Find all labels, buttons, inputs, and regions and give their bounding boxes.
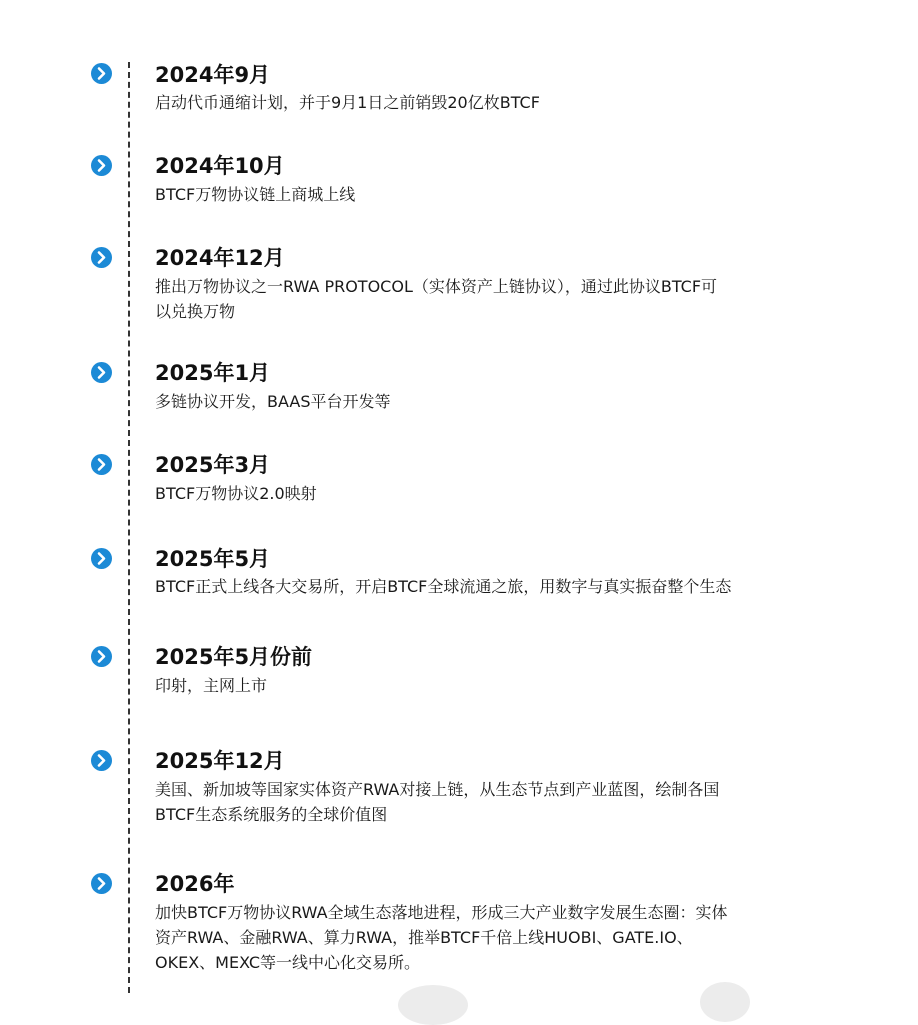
chevron-right-circle-icon bbox=[91, 155, 112, 176]
timeline-date: 2025年5月 bbox=[155, 547, 271, 571]
description-line: BTCF万物协议2.0映射 bbox=[155, 484, 317, 503]
timeline-description bbox=[155, 182, 835, 207]
timeline-description bbox=[155, 389, 835, 414]
description-line: 美国、新加坡等国家实体资产RWA对接上链，从生态节点到产业蓝图，绘制各国 bbox=[155, 780, 720, 799]
timeline-description bbox=[155, 777, 835, 827]
chevron-right-circle-icon bbox=[91, 362, 112, 383]
description-line: 以兑换万物 bbox=[155, 302, 236, 321]
description-line: 推出万物协议之一RWA PROTOCOL（实体资产上链协议），通过此协议BTCF可 bbox=[155, 277, 718, 296]
timeline-date: 2024年9月 bbox=[155, 63, 271, 87]
chevron-right-circle-icon bbox=[91, 873, 112, 894]
description-line: OKEX、MEXC等一线中心化交易所。 bbox=[155, 953, 421, 972]
chevron-right-circle-icon bbox=[91, 247, 112, 268]
description-line: 印射，主网上市 bbox=[155, 676, 268, 695]
description-line: BTCF万物协议链上商城上线 bbox=[155, 185, 356, 204]
chevron-right-circle-icon bbox=[91, 750, 112, 771]
timeline-date: 2024年10月 bbox=[155, 154, 285, 178]
description-line: BTCF生态系统服务的全球价值图 bbox=[155, 805, 388, 824]
chevron-right-circle-icon bbox=[91, 454, 112, 475]
timeline-date: 2025年5月份前 bbox=[155, 645, 313, 669]
decorative-circle bbox=[700, 982, 750, 1022]
timeline-date: 2024年12月 bbox=[155, 246, 285, 270]
description-line: 启动代币通缩计划，并于9月1日之前销毁20亿枚BTCF bbox=[155, 93, 540, 112]
description-line: BTCF正式上线各大交易所，开启BTCF全球流通之旅，用数字与真实振奋整个生态 bbox=[155, 577, 732, 596]
timeline-description bbox=[155, 673, 835, 698]
timeline-description bbox=[155, 900, 835, 975]
timeline-dashed-line bbox=[128, 62, 130, 993]
timeline-description bbox=[155, 90, 835, 115]
timeline-date: 2025年3月 bbox=[155, 453, 271, 477]
decorative-circle bbox=[398, 985, 468, 1025]
description-line: 资产RWA、金融RWA、算力RWA，推举BTCF千倍上线HUOBI、GATE.IO、 bbox=[155, 928, 693, 947]
description-line: 多链协议开发，BAAS平台开发等 bbox=[155, 392, 391, 411]
chevron-right-circle-icon bbox=[91, 548, 112, 569]
chevron-right-circle-icon bbox=[91, 646, 112, 667]
timeline-date: 2026年 bbox=[155, 872, 235, 896]
chevron-right-circle-icon bbox=[91, 63, 112, 84]
timeline-description bbox=[155, 481, 835, 506]
timeline-description bbox=[155, 574, 835, 599]
timeline-date: 2025年12月 bbox=[155, 749, 285, 773]
timeline-date: 2025年1月 bbox=[155, 361, 271, 385]
description-line: 加快BTCF万物协议RWA全域生态落地进程，形成三大产业数字发展生态圈：实体 bbox=[155, 903, 728, 922]
timeline-description bbox=[155, 274, 835, 324]
